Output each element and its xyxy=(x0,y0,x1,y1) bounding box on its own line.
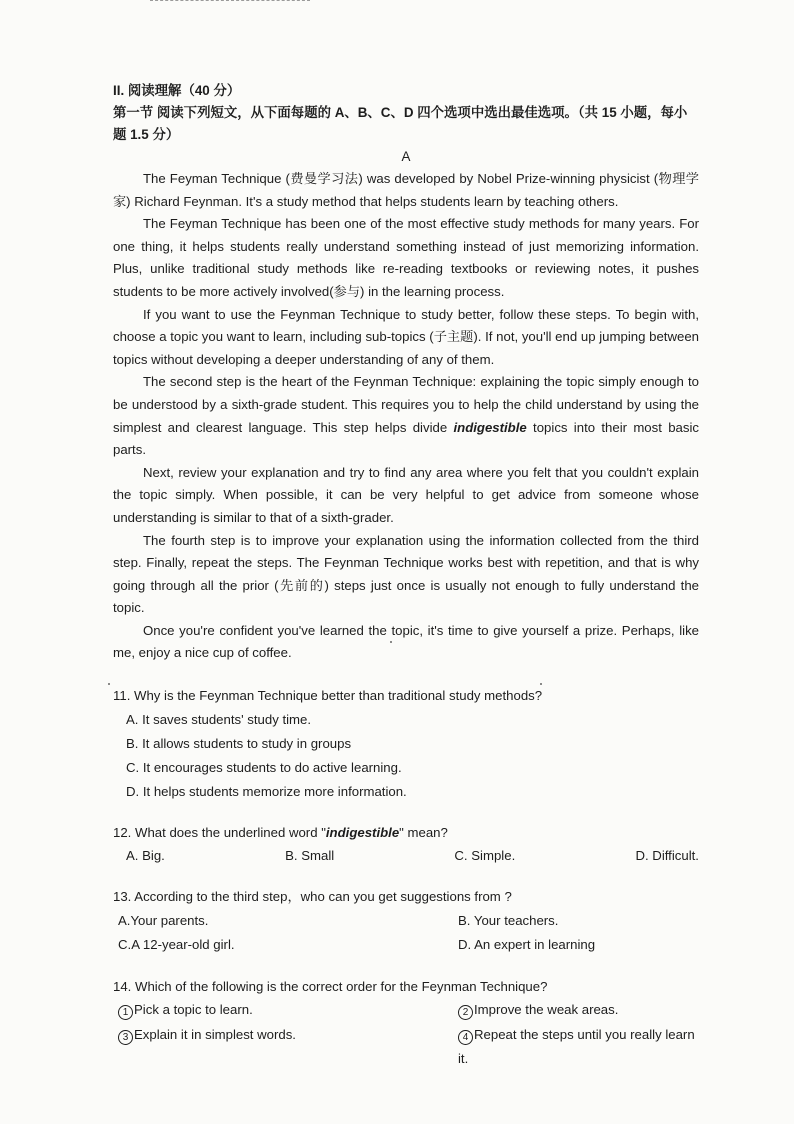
question-11-option-c: C. It encourages students to do active learning. xyxy=(126,759,402,775)
question-14-stem: 14. Which of the following is the correct order for the Feynman Technique? xyxy=(113,978,548,994)
passage-label: A xyxy=(401,149,411,164)
question-14-item-text: Pick a topic to learn. xyxy=(134,1002,253,1018)
question-12-stem-a: 12. What does the underlined word " xyxy=(113,824,326,840)
passage-paragraph-3: If you want to use the Feynman Technique to study better, follow these steps. To begin with, choose a topic you want to learn, including sub-topics (子主题). If not, you'll end up jumping between topics without developing a deeper understanding of any of them. xyxy=(113,306,699,367)
question-14-item xyxy=(458,1023,704,1072)
question-14-item xyxy=(458,998,704,1023)
question-13-option-c: C.A 12-year-old girl. xyxy=(118,937,235,953)
passage-paragraph-4 xyxy=(113,371,699,461)
question-11-option-b: B. It allows students to study in groups xyxy=(126,735,352,751)
section-instruction: 第一节 阅读下列短文，从下面每题的 A、B、C、D 四个选项中选出最佳选项。（共 15 小题，每小题 1.5 分） xyxy=(113,105,688,142)
question-13-options xyxy=(118,909,699,958)
question-13-option-a: A.Your parents. xyxy=(118,912,209,928)
question-12-stem xyxy=(113,822,699,845)
paragraph-4-text-b: topics into their most basic parts. xyxy=(113,419,699,458)
passage-paragraph-5: Next, review your explanation and try to find any area where you felt that you couldn't explain the topic simply. When possible, it can be very helpful to get advice from someone whose understanding is similar to that of a sixth-grader. xyxy=(113,464,699,525)
question-14 xyxy=(113,976,699,1072)
passage-paragraph-7: Once you're confident you've learned the topic, it's time to give yourself a prize. Perhaps, like me, enjoy a nice cup of coffee. xyxy=(113,622,699,661)
question-13-stem: 13. According to the third step，who can you get suggestions from ? xyxy=(113,889,512,905)
question-13-option-b: B. Your teachers. xyxy=(458,912,559,928)
question-11-option-d: D. It helps students memorize more information. xyxy=(126,783,407,799)
circled-number: 1 xyxy=(118,1005,133,1020)
circled-number: 2 xyxy=(458,1005,473,1020)
question-13-option-d: D. An expert in learning xyxy=(458,937,596,953)
question-13 xyxy=(113,886,699,958)
passage-paragraph-1: The Feyman Technique (费曼学习法) was developed by Nobel Prize-winning physicist (物理学家) Richard Feynman. It's a study method that helps students learn by teaching others. xyxy=(113,171,699,209)
question-11-stem: 11. Why is the Feynman Technique better than traditional study methods? xyxy=(113,688,543,704)
question-12-options xyxy=(126,844,699,868)
exam-page xyxy=(113,80,699,1072)
passage-paragraph-6: The fourth step is to improve your explanation using the information collected from the third step. Finally, repeat the steps. The Feynman Technique works best with repetition, and that is why going through all the prior (先前的) steps just once is usually not enough to fully understand the topic. xyxy=(113,532,699,616)
question-14-item-text: Repeat the steps until you really learn it. xyxy=(458,1026,695,1067)
question-12-option-c: C. Simple. xyxy=(454,848,516,864)
question-14-item-text: Explain it in simplest words. xyxy=(134,1026,296,1042)
paragraph-4-text-a: The second step is the heart of the Feynman Technique: explaining the topic simply enough to be understood by a sixth-grade student. This requires you to help the child understand by using the simplest and clearest language. This step helps divide xyxy=(113,374,699,435)
question-12 xyxy=(113,822,699,869)
question-14-item-text: Improve the weak areas. xyxy=(474,1002,619,1018)
question-12-stem-b: " mean? xyxy=(399,824,448,840)
passage-paragraph-2: The Feyman Technique has been one of the most effective study methods for many years. For one thing, it helps students really understand something instead of just memorizing information. Plus, unlike traditional study methods like re-reading textbooks or reviewing notes, it pushes students to be more actively involved(参与) in the learning process. xyxy=(113,216,699,299)
question-11-option-a: A. It saves students' study time. xyxy=(126,711,312,727)
question-12-option-a: A. Big. xyxy=(126,848,165,864)
question-11 xyxy=(113,685,699,804)
question-14-item xyxy=(118,1023,458,1072)
question-12-option-d: D. Difficult. xyxy=(635,848,699,864)
question-14-item xyxy=(118,998,458,1023)
section-title: II. 阅读理解（40 分） xyxy=(113,83,241,98)
scan-speck xyxy=(108,683,110,685)
question-12-keyword: indigestible xyxy=(325,824,400,840)
question-14-items xyxy=(118,998,699,1072)
circled-number: 4 xyxy=(458,1030,473,1045)
indigestible-word: indigestible xyxy=(453,419,527,435)
top-scan-line xyxy=(150,0,310,4)
circled-number: 3 xyxy=(118,1030,133,1045)
question-12-option-b: B. Small xyxy=(285,848,335,864)
